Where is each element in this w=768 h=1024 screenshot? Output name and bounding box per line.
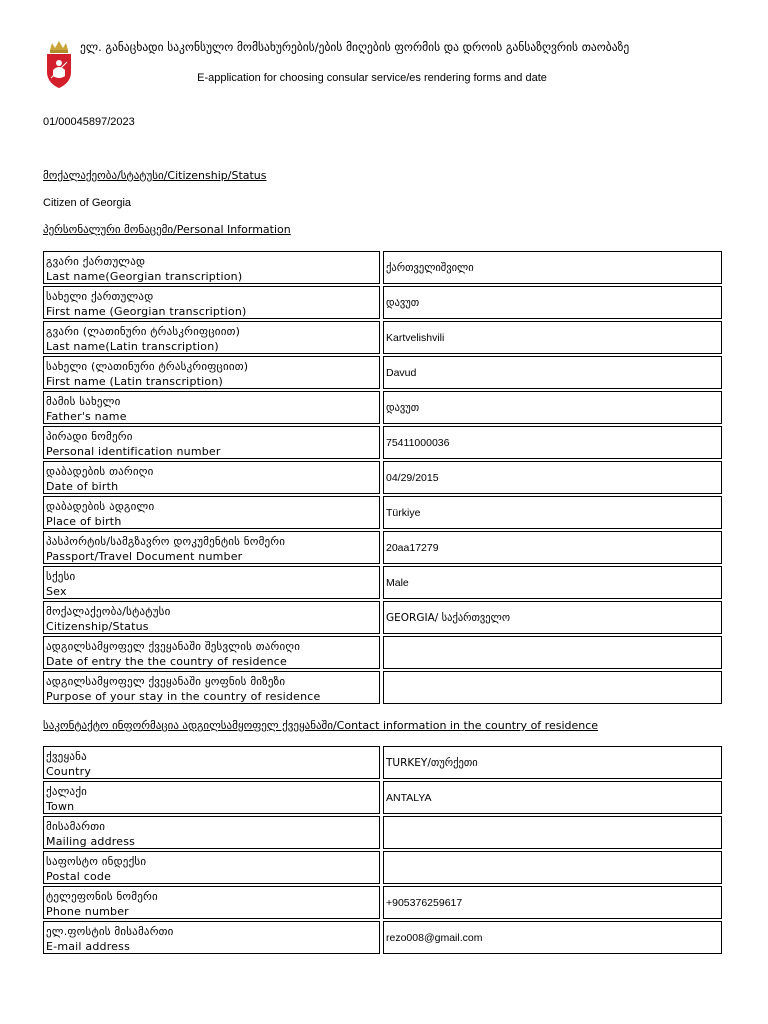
table-row — [43, 461, 722, 494]
row-label — [43, 921, 380, 954]
row-value: 75411000036 — [383, 426, 722, 459]
row-label — [43, 531, 380, 564]
label-georgian: ელ.ფოსტის მისამართი — [46, 925, 174, 938]
table-row — [43, 531, 722, 564]
row-value: ANTALYA — [383, 781, 722, 814]
row-label — [43, 746, 380, 779]
citizenship-value: Citizen of Georgia — [43, 197, 132, 209]
label-english: Mailing address — [46, 835, 136, 848]
label-english: Country — [46, 765, 92, 778]
table-row — [43, 286, 722, 319]
row-label — [43, 851, 380, 884]
row-value: 04/29/2015 — [383, 461, 722, 494]
row-value: Male — [383, 566, 722, 599]
row-label — [43, 426, 380, 459]
row-label — [43, 671, 380, 704]
label-georgian: ტელეფონის ნომერი — [46, 890, 158, 903]
row-label — [43, 601, 380, 634]
row-value: Türkiye — [383, 496, 722, 529]
table-row — [43, 426, 722, 459]
table-row — [43, 391, 722, 424]
table-row — [43, 566, 722, 599]
row-label — [43, 461, 380, 494]
label-georgian: გვარი ქართულად — [46, 255, 146, 268]
table-row — [43, 746, 722, 779]
row-value: დავუთ — [383, 391, 722, 424]
row-value: TURKEY/თურქეთი — [383, 746, 722, 779]
row-label — [43, 496, 380, 529]
label-english: Passport/Travel Document number — [46, 550, 243, 563]
table-row — [43, 921, 722, 954]
label-georgian: მოქალაქეობა/სტატუსი — [46, 605, 171, 618]
label-georgian: პასპორტის/სამგზავრო დოკუმენტის ნომერი — [46, 535, 286, 548]
label-english: Place of birth — [46, 515, 122, 528]
label-english: Personal identification number — [46, 445, 221, 458]
table-row — [43, 636, 722, 669]
row-value: დავუთ — [383, 286, 722, 319]
row-label — [43, 356, 380, 389]
label-georgian: მისამართი — [46, 820, 106, 833]
row-value: GEORGIA/ საქართველო — [383, 601, 722, 634]
label-english: Town — [46, 800, 75, 813]
label-georgian: ქვეყანა — [46, 750, 87, 763]
title-english: E-application for choosing consular service/es rendering forms and date — [197, 72, 547, 84]
label-georgian: სქესი — [46, 570, 76, 583]
row-value: +905376259617 — [383, 886, 722, 919]
table-row — [43, 356, 722, 389]
label-georgian: დაბადების ადგილი — [46, 500, 155, 513]
table-row — [43, 496, 722, 529]
label-georgian: პირადი ნომერი — [46, 430, 133, 443]
row-value: 20aa17279 — [383, 531, 722, 564]
label-georgian: ადგილსამყოფელ ქვეყანაში ყოფნის მიზეზი — [46, 675, 286, 688]
label-english: Purpose of your stay in the country of residence — [46, 690, 321, 703]
row-value: Kartvelishvili — [383, 321, 722, 354]
row-label — [43, 321, 380, 354]
row-value — [383, 851, 722, 884]
table-row — [43, 851, 722, 884]
table-row — [43, 781, 722, 814]
table-row — [43, 601, 722, 634]
label-georgian: საფოსტო ინდექსი — [46, 855, 147, 868]
label-english: Last name(Latin transcription) — [46, 340, 219, 353]
row-label — [43, 391, 380, 424]
contact-info-table — [43, 746, 722, 956]
label-georgian: ადგილსამყოფელ ქვეყანაში შესვლის თარიღი — [46, 640, 301, 653]
row-label — [43, 816, 380, 849]
label-english: Father's name — [46, 410, 127, 423]
label-english: Date of entry the the country of residence — [46, 655, 288, 668]
contact-info-heading: საკონტაქტო ინფორმაცია ადგილსამყოფელ ქვეყანაში/Contact information in the country of residence — [43, 719, 599, 732]
row-label — [43, 286, 380, 319]
table-row — [43, 251, 722, 284]
document-number: 01/00045897/2023 — [43, 116, 135, 128]
table-row — [43, 671, 722, 704]
row-value — [383, 816, 722, 849]
row-label — [43, 251, 380, 284]
label-english: E-mail address — [46, 940, 131, 953]
label-georgian: გვარი (ლათინური ტრასკრიფციით) — [46, 325, 241, 338]
row-label — [43, 566, 380, 599]
row-value: Davud — [383, 356, 722, 389]
row-value: rezo008@gmail.com — [383, 921, 722, 954]
row-label — [43, 636, 380, 669]
title-georgian: ელ. განაცხადი საკონსულო მომსახურების/ების მიღების ფორმის და დროის განსაზღვრის თაობაზე — [80, 40, 630, 54]
citizenship-heading: მოქალაქეობა/სტატუსი/Citizenship/Status — [43, 169, 267, 182]
label-english: Postal code — [46, 870, 112, 883]
label-english: Phone number — [46, 905, 129, 918]
label-english: First name (Georgian transcription) — [46, 305, 247, 318]
label-english: Sex — [46, 585, 67, 598]
personal-info-table — [43, 251, 722, 706]
row-value: ქართველიშვილი — [383, 251, 722, 284]
label-georgian: ქალაქი — [46, 785, 88, 798]
personal-info-heading: პერსონალური მონაცემი/Personal Information — [43, 223, 291, 236]
label-georgian: სახელი ქართულად — [46, 290, 154, 303]
row-label — [43, 886, 380, 919]
table-row — [43, 321, 722, 354]
row-value — [383, 671, 722, 704]
row-value — [383, 636, 722, 669]
label-english: Date of birth — [46, 480, 119, 493]
table-row — [43, 886, 722, 919]
table-row — [43, 816, 722, 849]
label-georgian: მამის სახელი — [46, 395, 121, 408]
label-english: Citizenship/Status — [46, 620, 149, 633]
label-english: First name (Latin transcription) — [46, 375, 223, 388]
label-georgian: სახელი (ლათინური ტრასკრიფციით) — [46, 360, 249, 373]
label-georgian: დაბადების თარიღი — [46, 465, 154, 478]
label-english: Last name(Georgian transcription) — [46, 270, 243, 283]
row-label — [43, 781, 380, 814]
